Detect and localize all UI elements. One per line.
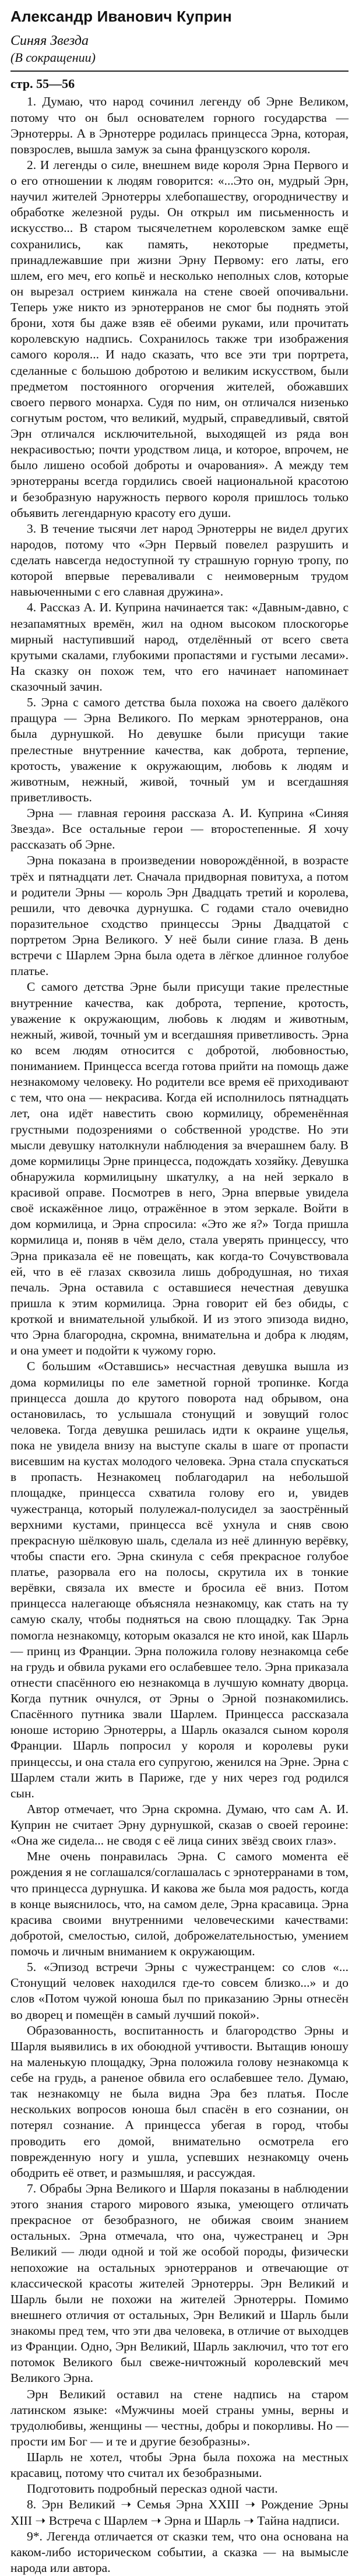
answer-paragraph: 2. И легенды о силе, внешнем виде короля Эрна Первого и о его отношении к людям говорится: «...Это он, мудрый Эрн, научил жителей Эрнотерры хлебопашеству, огородничеству и обработке железной руды. Он открыл им письменность и искусство... В старом тысячелетнем королевском замке ещё сохранились, как память, некоторые предметы, принадлежавшие при жизни Эрну Первому: его латы, его шлем, его меч, его копьё и несколько неполных слов, которые он вырезал острием кинжала на стене своей опочивальни. Теперь уже никто из эрнотерранов не смог бы поднять этой брони, хотя бы даже взяв её обеими руками, или прочитать королевскую надпись. Сохранилось также три изображения самого короля... И надо сказать, что все эти три портрета, сделанные с большою добротою и великим искусством, были предметом постоянного огорчения жителей, обожавших своего первого монарха. Судя по ним, он отличался низенько согнутым ростом, что великий, мудрый, справедливый, святой Эрн отличался исключительной, выходящей из ряда вон некрасивостью; почти уродством лица, и которое, впрочем, не было лишено особой доброты и очарования». А между тем эрнотерраны всегда гордились своей национальной красотою и безобразную наружность первого короля пришлось только объявить легендарную красоту его души. [10, 157, 349, 520]
answer-paragraph: Автор отмечает, что Эрна скромна. Думаю, что сам А. И. Куприн не считает Эрну дурнушкой, сказав о своей героине: «Она же сидела... не сводя с её лица синих звёзд своих глаз». [10, 1801, 349, 1848]
answer-paragraph: Эрна — главная героиня рассказа А. И. Куприна «Синяя Звезда». Все остальные герои — второстепенные. Я хочу рассказать об Эрне. [10, 806, 349, 852]
answer-paragraph: Подготовить подробный пересказ одной части. [27, 2482, 278, 2496]
answer-paragraph: Мне очень понравилась Эрна. С самого момента её рождения я не соглашался/соглашалась с эрнотерранами в том, что принцесса дурнушка. И какова же была моя радость, когда в конце выяснилось, что, на самом деле, Эрна красавица. Эрна красива своими внутренними человеческими качествами: добротой, смелостью, силой, доброжелательностью, умением помочь и личным вниманием к окружающим. [10, 1849, 349, 1959]
answer-paragraph: Образованность, воспитанность и благородство Эрны и Шарля выявились в их обоюдной учтивости. Вытащив юношу на маленькую площадку, Эрна положила голову незнакомца к себе на грудь, а раненое обвила его ослабевшее тело. Думаю, так незнакомцу не была видна Эра без платья. После нескольких вопросов юноша был спасён в его сознании, он потерял сознание. А принцесса убегая в город, чтобы проводить его домой, внимательно осмотрела его поврежденную ногу и ушла, успевших незнакомцу очень ободрить её ответ, и размышляя, и рассуждая. [10, 2023, 349, 2180]
answer-paragraph: 4. Рассказ А. И. Куприна начинается так: «Давным-давно, с незапамятных времён, жил на одном высоком плоскогорье мирный наступивший народ, отделённый от всего света крутыми скалами, глубокими пропастями и густыми лесами». На сказку он похож тем, что его начинает напоминает сказочный зачин. [10, 600, 349, 694]
answer-paragraph: 3. В течение тысячи лет народ Эрнотерры не видел других народов, потому что «Эрн Первый повелел разрушить и сделать навсегда недоступной ту страшную горную тропу, по которой впервые переваливали с неимоверным трудом навьюченными с его славная дружина». [10, 521, 349, 599]
divider [10, 71, 349, 72]
author-name: Александр Иванович Куприн [10, 8, 232, 25]
answer-paragraph: 8. Эрн Великий ➝ Семья Эрна XXIII ➝ Рождение Эрны XIII ➝ Встреча с Шарлем ➝ Эрна и Шарль ➝ Тайна надписи. [10, 2497, 349, 2528]
answer-paragraph: Эрна показана в произведении новорождённой, в возрасте трёх и пятнадцати лет. Сначала придворная повитуха, а потом и родители Эрны — король Эрн Двадцать третий и королева, решили, что девочка дурнушка. С годами стало очевидно поразительное сходство принцессы Эрны Двадцатой с портретом Эрна Великого. У неё были синие глаза. В день встречи с Шарлем Эрна была одета в лёгкое длинное голубое платье. [10, 853, 349, 979]
page-range: стр. 55—56 [10, 76, 75, 92]
answer-paragraph: 7. Обрабы Эрна Великого и Шарля показаны в наблюдении этого знания старого мирового языка, умеющего отличать прекрасное от безобразного, не обижая своим знанием остальных. Эрна отмечала, что она, чужестранец и Эрн Великий — люди одной и той же особой породы, физически непохожие на остальных эрнотерранов и отвечающие от классической красоты жителей Эрнотерры. Эрн Великий и Шарль были не похожи на жителей Эрнотерры. Помимо внешнего отличия от остальных, Эрн Великий и Шарль были знакомы пред тем, что эти два человека, в отличие от выходцев из Франции. Одно, Эрн Великий, Шарль заключил, что тот его потомок Великого был свеже-ничтожный королевский меч Великого Эрна. [10, 2181, 349, 2385]
answer-paragraph: С большим «Оставшись» несчастная девушка вышла из дома кормилицы по еле заметной горной тропинке. Когда принцесса дошла до крутого поворота над обрывом, она остановилась, то услышала стонущий и зовущий голос человека. Тогда девушка решилась идти к окраине ущелья, пока не увидела внизу на выступе скалы в шаге от пропасти висевшим на кустах молодого человека. Эрна стала спускаться в пропасть. Незнакомец поблагодарил на небольшой площадке, принцесса схватила голову его и, увидев чужестранца, который полулежал-полусидел за заострённый верхними кустами, принцесса всё ухнула и сняв свою прекрасную шёлковую шаль, сделала из неё длинную верёвку, чтобы спасти его. Эрна скинула с себя прекрасное голубое платье, разорвала его на полосы, скрутила их в тонкие верёвки, связала их вместе и бросила её вниз. Потом принцесса налегающе объясняла незнакомцу, как стать на ту самую скалу, чтобы подняться на свою площадку. Так Эрна помогла незнакомцу, которым оказался не кто иной, как Шарль — принц из Франции. Эрна положила голову незнакомца себе на грудь и обвила руками его ослабевшее тело. Эрна приказала отнести спасённого ею незнакомца в лучшую комнату дворца. Когда путник очнулся, от Эрны о Эрной познакомились. Спасённого путника звали Шарлем. Принцесса рассказала юноше историю Эрнотерры, а Шарль оказался сыном короля Франции. Шарль попросил у короля и королевы руки принцессы, и она стала его супругою, женился на Эрне. Эрна с Шарлем стали жить в Париже, где у них через год родился сын. [10, 1359, 349, 1800]
answer-paragraph: Эрн Великий оставил на стене надпись на старом латинском языке: «Мужчины моей страны умны, верны и трудолюбивы, женщины — честны, добры и покорливы. Но — прости им Бог — и те и другие безобразны». [10, 2387, 349, 2448]
answer-paragraph: 9*. Легенда отличается от сказки тем, что она основана на каком-либо историческом событии, а сказка — на вымысле народа или автора. [10, 2529, 349, 2575]
abridged-note: (В сокращении) [10, 50, 96, 65]
answer-paragraph: С самого детства Эрне были присущи такие прелестные внутренние качества, как доброта, терпение, кротость, уважение к окружающим, любовь к людям и животным, нежный, живой, точный ум и всегдашняя приветливость. Эрна ко всем людям относится с добротой, любовностью, пониманием. Принцесса всегда готова прийти на помощь даже незнакомому человеку. Но родители все время её приходивают с тем, что она — некрасива. Когда ей исполнилось пятнадцать лет, она идёт навестить свою кормилицу, обременённая грустными подозрениями о собственной уродстве. Но эти мысли девушку натолкнули наблюдения за вчерашнем балу. В доме кормилицы Эрне принцесса, подождать хозяйку. Девушка обнаружила кормилицыну шкатулку, а на ней зеркало в красивой оправе. Посмотрев в него, Эрна впервые увидела своё искажённое лицо, отражённое в этом зеркале. Войти в дом кормилица, и Эрна спросила: «Это же я?» Тогда пришла кормилица и, поняв в чём дело, стала уверять принцессу, что Эрна приказала её не повещать, как когда-то Сочувствовала ей, что в её глазах сквозила лишь добродушная, но тихая печаль. Эрна оставила с оставшиеся нечестная девушка пришла к этим кормилица. Эрна говорит ей без обиды, с кроткой и внимательной улыбкой. И из этого эпизода видно, что Эрна благородна, скромна, внимательна и добра к людям, и она умеет и подойти к чужому горю. [10, 980, 349, 1358]
answer-paragraph: 5. «Эпизод встречи Эрны с чужестранцем: со слов «... Стонущий человек находился где-то совсем близко...» и до слов «Потом чужой юноша был по приказанию Эрны отнесён во дворец и помещён в самый лучший покой». [10, 1960, 349, 2022]
answer-paragraph: 5. Эрна с самого детства была похожа на своего далёкого пращура — Эрна Великого. По меркам эрнотерранов, она была дурнушкой. Но девушке были присущи такие прелестные внутренние качества, как доброта, терпение, кротость, уважение к окружающим, любовь к людям и животным, нежный, живой, точный ум и всегдашняя приветливость. [10, 695, 349, 804]
answer-paragraph: 1. Думаю, что народ сочинил легенду об Эрне Великом, потому что он был основателем горного государства — Эрнотерры. А в Эрнотерре родилась принцесса Эрна, которая, повзрослев, вышла замуж за сына французского короля. [10, 94, 349, 156]
work-title: Синяя Звезда [10, 33, 89, 48]
answer-paragraph: Шарль не хотел, чтобы Эрна была похожа на местных красавиц, потому что считал их безобразными. [10, 2450, 349, 2480]
answers-text [10, 94, 349, 2576]
